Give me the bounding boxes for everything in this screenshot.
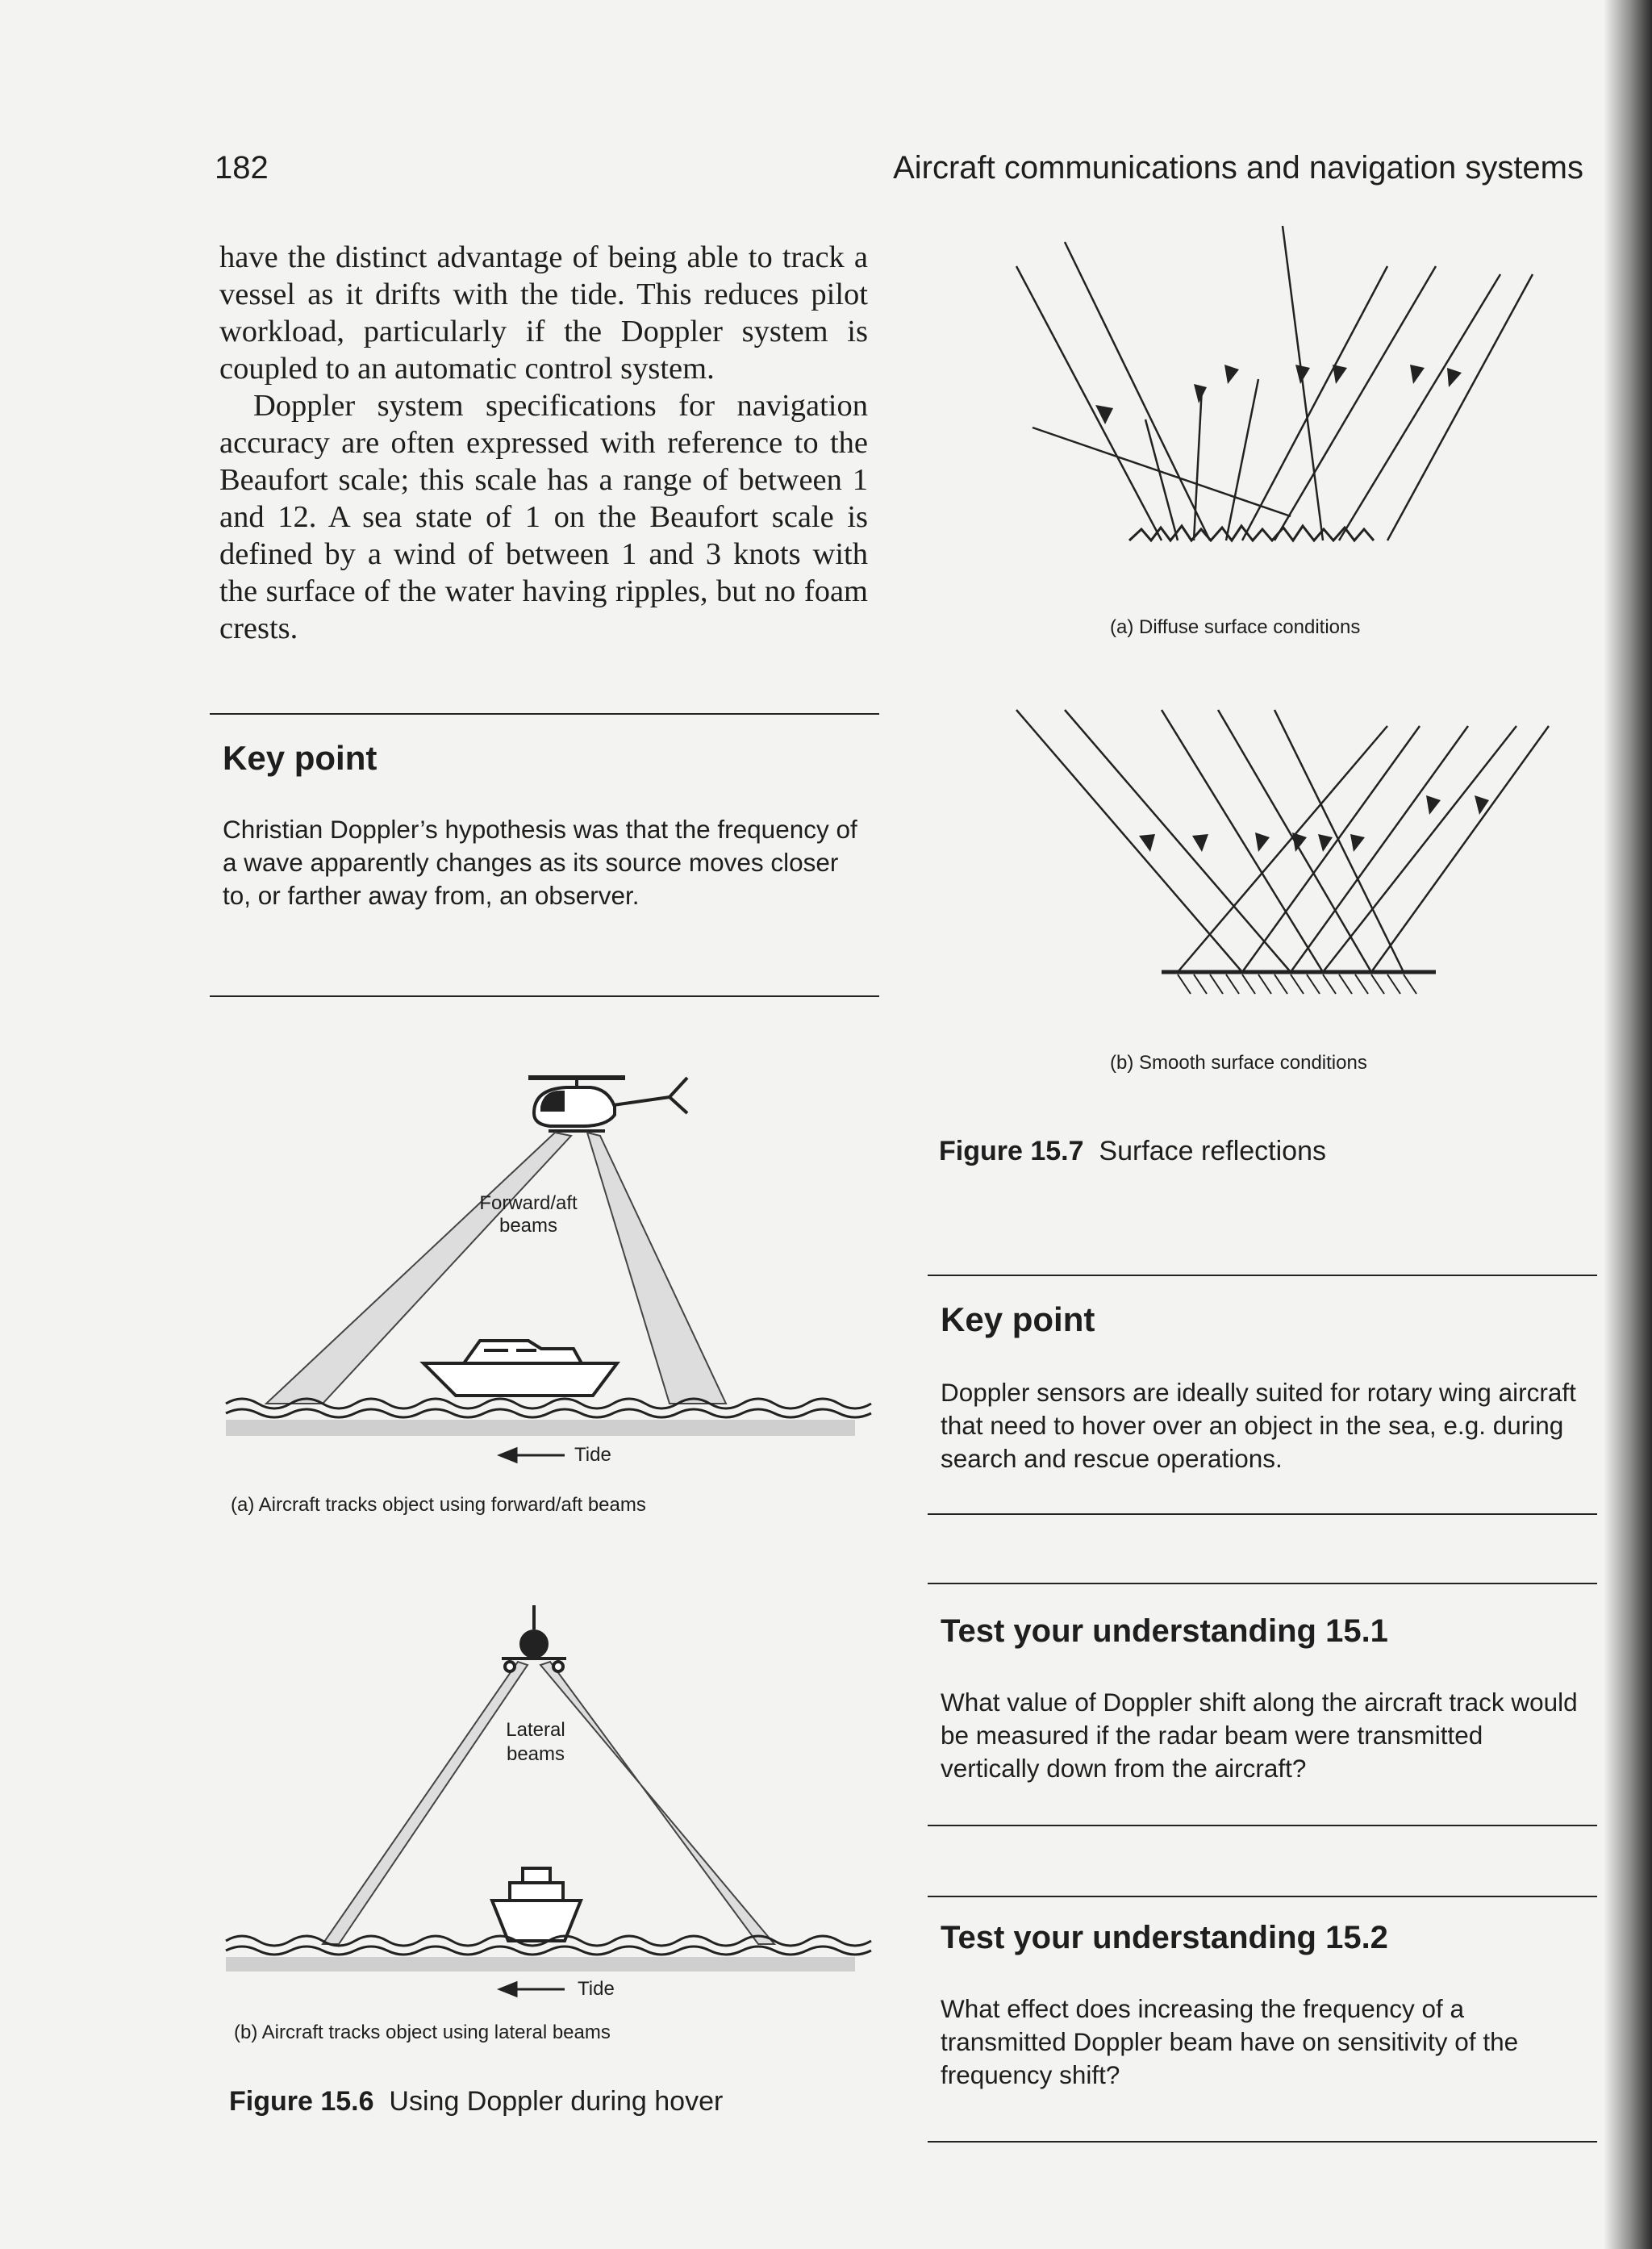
- key-point-2-bottom-rule: [928, 1513, 1597, 1515]
- page-number: 182: [215, 150, 269, 186]
- forward-aft-beams-label: [476, 1192, 581, 1237]
- test-15-2-title: Test your understanding 15.2: [941, 1920, 1388, 1955]
- figure-15-7-caption-b: (b) Smooth surface conditions: [1110, 1052, 1367, 1074]
- body-paragraph-1: have the distinct advantage of being able to track a vessel as it drifts with the tide. This reduces pilot workload, particularly if the Doppler system is coupled to an automatic control system.: [219, 240, 868, 386]
- running-title: Aircraft communications and navigation systems: [893, 150, 1583, 186]
- key-point-2-title: Key point: [941, 1300, 1095, 1338]
- figure-15-6-number: Figure 15.6: [229, 2086, 374, 2117]
- test-15-2-bottom-rule: [928, 2141, 1597, 2143]
- figure-15-7b-diagram: [1016, 694, 1549, 1016]
- forward-aft-label-line2: beams: [499, 1215, 558, 1237]
- test-15-1-text: What value of Doppler shift along the aircraft track would be measured if the radar beam were transmitted vertically down from the aircraft?: [941, 1688, 1578, 1783]
- body-paragraph-2: Doppler system specifications for navigation accuracy are often expressed with reference to the Beaufort scale; this scale has a range of between 1 and 12. A sea state of 1 on the Beaufort scale is defined by a wind of between 1 and 3 knots with the surface of the water having ripples, but no foam crests.: [219, 389, 868, 645]
- smooth-rays: [1016, 710, 1549, 972]
- helicopter-front-icon: [502, 1605, 566, 1671]
- surface-hatching: [1178, 974, 1416, 994]
- lateral-label-line2: beams: [506, 1743, 565, 1765]
- figure-15-7-caption-a: (a) Diffuse surface conditions: [1110, 616, 1361, 638]
- forward-aft-label-line1: Forward/aft: [479, 1192, 578, 1214]
- key-point-2-text: Doppler sensors are ideally suited for rotary wing aircraft that need to hover over an object in the sea, e.g. during search and rescue operations.: [941, 1378, 1576, 1473]
- key-point-1-bottom-rule: [210, 995, 879, 997]
- sea-band-b: [226, 1957, 855, 1972]
- page-edge-shadow: [1604, 0, 1652, 2249]
- test-15-1-top-rule: [928, 1583, 1597, 1584]
- figure-15-6-caption: [229, 2086, 723, 2118]
- lateral-label-line1: Lateral: [506, 1719, 565, 1741]
- diffuse-rays: [1016, 226, 1533, 540]
- diffuse-arrowheads: [1095, 365, 1462, 424]
- test-15-2-text: What effect does increasing the frequency of a transmitted Doppler beam have on sensitivity of the frequency shift?: [941, 1994, 1519, 2089]
- test-15-1-title: Test your understanding 15.1: [941, 1613, 1388, 1649]
- figure-15-6-caption-a: (a) Aircraft tracks object using forward/aft beams: [231, 1494, 646, 1516]
- helicopter-side-icon: [528, 1078, 687, 1131]
- figure-15-6b-diagram: [218, 1605, 863, 2001]
- figure-15-7-caption: [939, 1136, 1326, 1167]
- key-point-1-top-rule: [210, 713, 879, 715]
- figure-15-6-title: Using Doppler during hover: [389, 2086, 724, 2117]
- test-15-2-top-rule: [928, 1896, 1597, 1897]
- key-point-1-text: Christian Doppler’s hypothesis was that the frequency of a wave apparently changes as its source moves closer to, or farther away from, an observer.: [223, 815, 857, 910]
- figure-15-6a-diagram: [218, 1049, 863, 1468]
- tide-label-b: Tide: [578, 1978, 615, 2000]
- smooth-arrowheads: [1139, 795, 1489, 852]
- figure-15-7-title: Surface reflections: [1099, 1136, 1327, 1166]
- key-point-2-top-rule: [928, 1275, 1597, 1276]
- key-point-1-title: Key point: [223, 739, 378, 777]
- body-text: [219, 239, 868, 647]
- boat-front-icon: [492, 1868, 581, 1941]
- lateral-beams-label: [487, 1718, 584, 1767]
- tide-arrow-icon: [500, 1449, 565, 1462]
- boat-side-icon: [423, 1341, 617, 1396]
- test-15-1-bottom-rule: [928, 1825, 1597, 1826]
- sea-band: [226, 1420, 855, 1436]
- figure-15-7-number: Figure 15.7: [939, 1136, 1084, 1166]
- tide-arrow-b-icon: [500, 1983, 565, 1996]
- rough-surface: [1129, 526, 1374, 540]
- figure-15-6-caption-b: (b) Aircraft tracks object using lateral beams: [234, 2022, 611, 2043]
- figure-15-7a-diagram: [1016, 226, 1549, 565]
- tide-label-a: Tide: [574, 1444, 611, 1466]
